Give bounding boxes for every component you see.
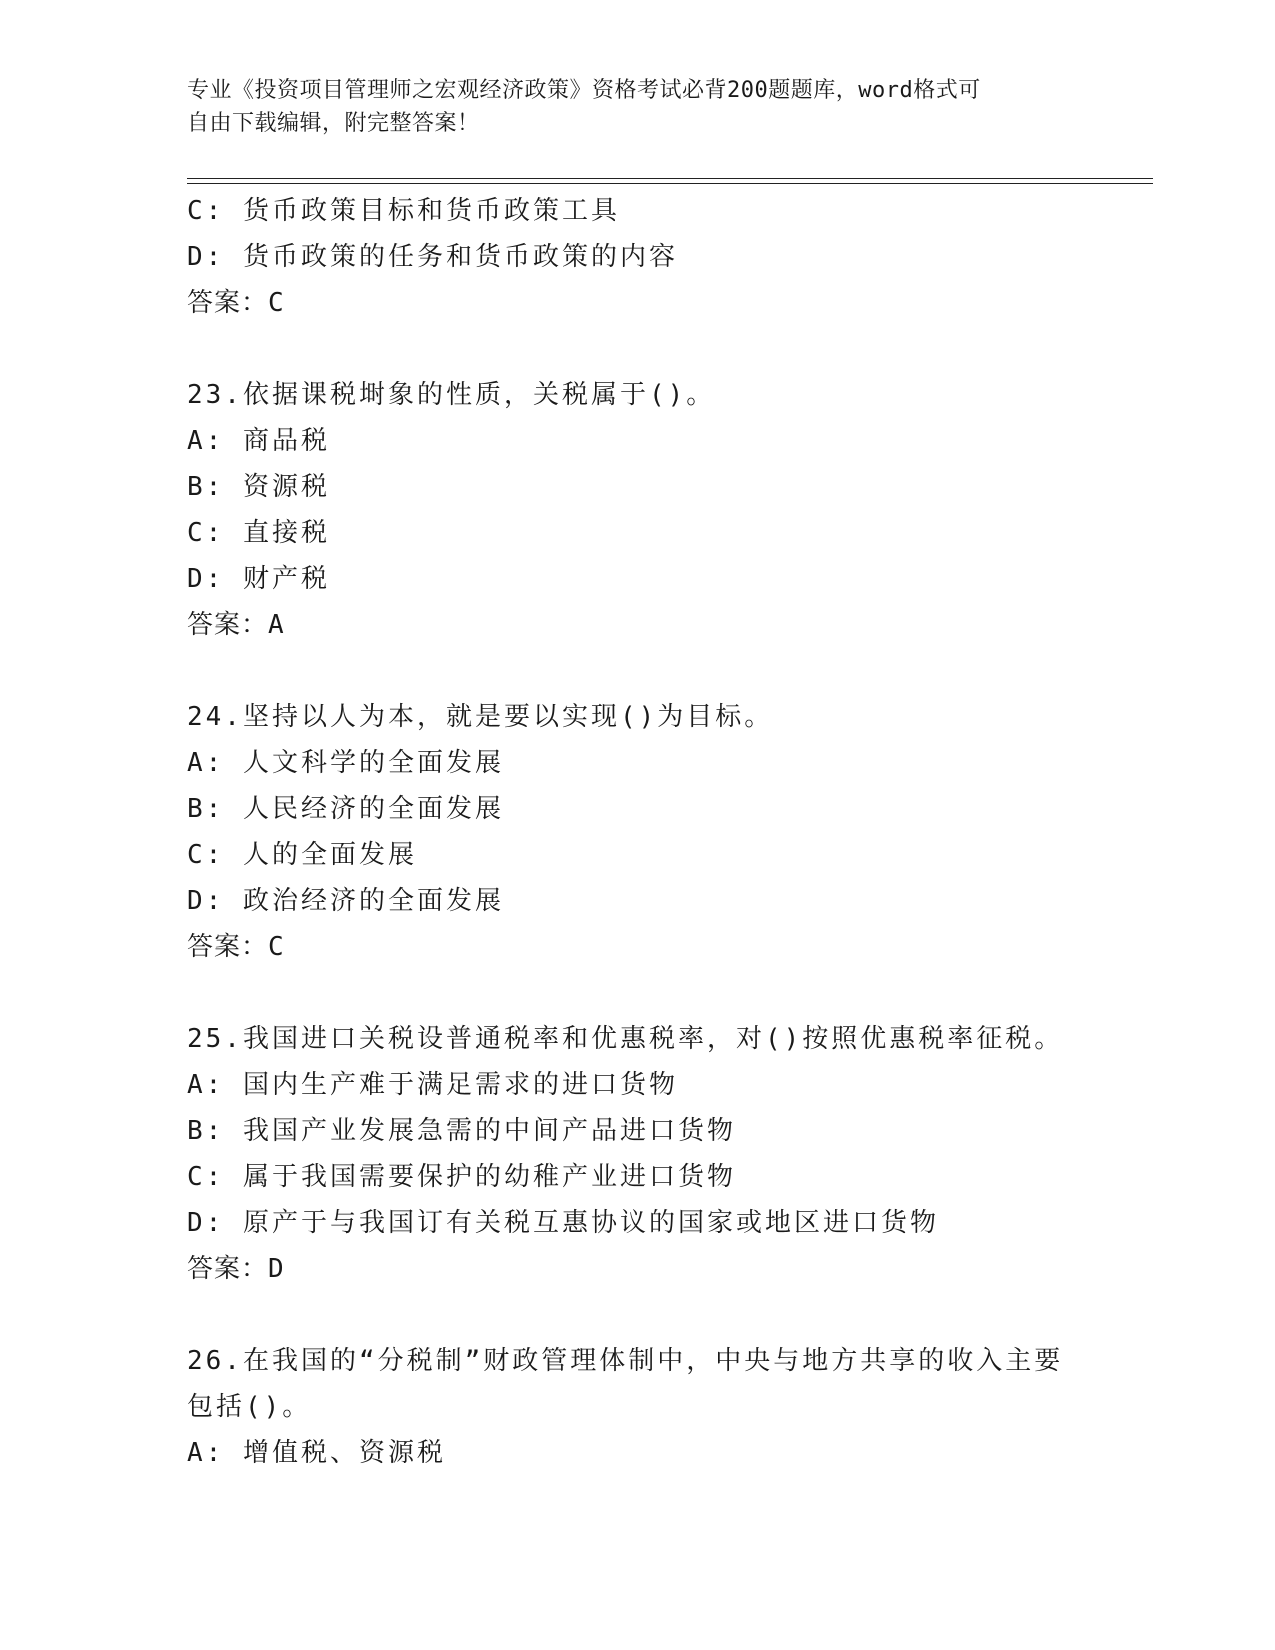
option-a: A: 人文科学的全面发展 (187, 748, 504, 778)
option-a: A: 增值税、资源税 (187, 1438, 446, 1468)
option-c: C: 属于我国需要保护的幼稚产业进口货物 (187, 1162, 736, 1192)
header-title-line-1: 专业《投资项目管理师之宏观经济政策》资格考试必背200题题库，word格式可 (187, 78, 981, 103)
question-list (187, 188, 1147, 1476)
spacer (187, 1292, 1147, 1338)
header-rule-top (187, 178, 1153, 179)
option-c: C: 直接税 (187, 518, 330, 548)
answer: 答案：C (187, 288, 285, 318)
question-text: 23.依据课税埘象的性质，关税属于()。 (187, 380, 716, 410)
spacer (187, 326, 1147, 372)
question-block-prev (187, 188, 1147, 326)
question-text-line-1: 26.在我国的“分税制”财政管理体制中，中央与地方共享的收入主要 (187, 1346, 1064, 1376)
spacer (187, 648, 1147, 694)
option-d: D: 原产于与我国订有关税互惠协议的国家或地区进口货物 (187, 1208, 939, 1238)
option-d: D: 政治经济的全面发展 (187, 886, 504, 916)
question-block-24 (187, 694, 1147, 970)
answer: 答案：D (187, 1254, 285, 1284)
question-block-25 (187, 1016, 1147, 1292)
document-header (187, 74, 1087, 140)
option-b: B: 我国产业发展急需的中间产品进口货物 (187, 1116, 736, 1146)
option-b: B: 资源税 (187, 472, 330, 502)
option-d: D: 货币政策的任务和货币政策的内容 (187, 242, 678, 272)
option-c: C: 人的全面发展 (187, 840, 417, 870)
answer: 答案：C (187, 932, 285, 962)
answer: 答案：A (187, 610, 285, 640)
header-title-line-2: 自由下载编辑，附完整答案！ (187, 111, 480, 136)
question-block-26 (187, 1338, 1147, 1476)
option-c: C: 货币政策目标和货币政策工具 (187, 196, 620, 226)
header-rule-bottom (187, 183, 1153, 184)
option-a: A: 国内生产难于满足需求的进口货物 (187, 1070, 678, 1100)
question-text: 24.坚持以人为本，就是要以实现()为目标。 (187, 702, 774, 732)
question-text: 25.我国进口关税设普通税率和优惠税率，对()按照优惠税率征税。 (187, 1024, 1064, 1054)
question-text-line-2: 包括()。 (187, 1392, 312, 1422)
question-block-23 (187, 372, 1147, 648)
option-b: B: 人民经济的全面发展 (187, 794, 504, 824)
option-d: D: 财产税 (187, 564, 330, 594)
option-a: A: 商品税 (187, 426, 330, 456)
spacer (187, 970, 1147, 1016)
